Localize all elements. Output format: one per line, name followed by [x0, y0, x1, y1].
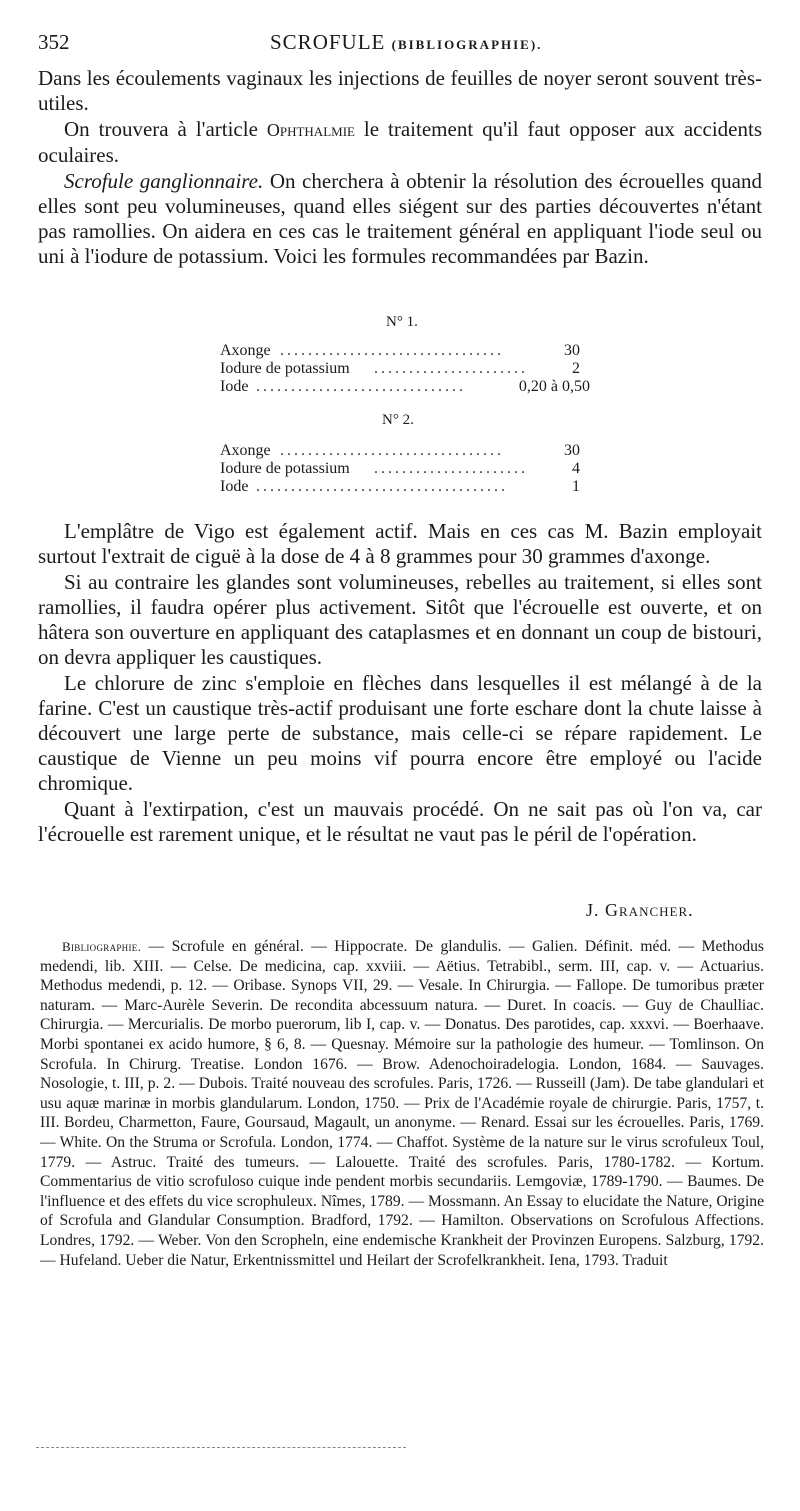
- ingredient-amount: 1: [572, 478, 580, 495]
- paragraph-extirpation: Quant à l'extirpation, c'est un mauvais procédé. On ne sait pas où l'on va, car l'écrouelle est rarement unique, et le résultat ne vaut pas le péril de l'opération.: [38, 797, 762, 846]
- section-heading: Scrofule ganglionnaire.: [64, 169, 264, 193]
- ingredient-amount: 4: [572, 460, 580, 477]
- formula-title: N° 2.: [382, 412, 414, 428]
- paragraph-ophthalmie-reference: [38, 117, 762, 168]
- ingredient-amount: 0,20 à 0,50: [518, 378, 590, 395]
- ingredient-name: Iode: [220, 478, 249, 495]
- author-signature: J. Grancher.: [586, 900, 694, 920]
- footer-rule: [36, 1447, 406, 1448]
- ingredient-name: Iode: [220, 378, 249, 395]
- formula-row: [220, 460, 600, 478]
- running-title-main: SCROFULE: [270, 30, 386, 54]
- paragraph-zinc-chloride: Le chlorure de zinc s'emploie en flèches dans lesquelles il est mélangé à de la farine. C'est un caustique très-actif produisant une forte eschare dont la chute laisse à découvert une large perte de substance, mais celle-ci se répare rapidement. Le caustique de Vienne un peu moins vif pourra encore être employé ou l'acide chromique.: [38, 671, 762, 795]
- leader-dots: ....................................: [256, 478, 508, 495]
- ingredient-amount: 30: [564, 342, 580, 359]
- paragraph-text: On cherchera à obtenir la résolution des écrouelles quand elles sont peu volumineuses, quand elles siégent sur des parties découvertes n'étant pas ramollies. On aidera en ces cas le traitement général en appliquant l'iode seul ou uni à l'iodure de potassium. Voici les formules recommandées par Bazin.: [38, 169, 763, 268]
- leader-dots: ................................: [280, 342, 504, 359]
- formula-row: [220, 442, 600, 460]
- running-title: [270, 30, 542, 55]
- main-text-lower: [38, 519, 762, 847]
- ingredient-name: Axonge: [220, 342, 271, 359]
- formula-1: [220, 312, 600, 395]
- bibliography-label: Bibliographie.: [62, 939, 142, 954]
- running-title-sub: (BIBLIOGRAPHIE).: [391, 37, 543, 52]
- paragraph-text: le traitement qu'il faut opposer aux accidents oculaires.: [38, 117, 762, 167]
- main-text-upper: [38, 66, 762, 269]
- leader-dots: ................................: [280, 442, 504, 459]
- paragraph-scrofule-ganglionnaire: [38, 169, 762, 269]
- formula-row: [220, 342, 600, 360]
- ingredient-name: Axonge: [220, 442, 271, 459]
- paragraph-voluminous-glands: Si au contraire les glandes sont volumineuses, rebelles au traitement, si elles sont ramollies, il faudra opérer plus activement. Sitôt que l'écrouelle est ouverte, et on hâtera son ouverture en appliquant des cataplasmes et en donnant un coup de bistouri, on devra appliquer les caustiques.: [38, 570, 762, 669]
- leader-dots: ......................: [374, 360, 528, 377]
- running-header: [38, 30, 760, 60]
- bibliography-text: — Scrofule en général. — Hippocrate. De glandulis. — Galien. Définit. méd. — Methodus medendi, lib. XIII. — Celse. De medicina, cap. xxviii. — Aëtius. Tetrabibl., serm. III, cap. v. — Actuarius. Methodus medendi, p. 12. — Oribase. Synops VII, 29. — Vesale. In Chirurgia. — Fallope. De tumoribus præter naturam. — Marc-Aurèle Severin. De recondita abcessuum natura. — Duret. In coacis. — Guy de Chaulliac. Chirurgia. — Mercurialis. De morbo puerorum, lib I, cap. v. — Donatus. Des parotides, cap. xxxvi. — Boerhaave. Morbi spontanei ex acido humore, § 6, 8. — Quesnay. Mémoire sur la pathologie des humeur. — Tomlinson. On Scrofula. In Chirurg. Treatise. London 1676. — Brow. Adenochoiradelogia. London, 1684. — Sauvages. Nosologie, t. III, p. 2. — Dubois. Traité nouveau des scrofules. Paris, 1726. — Russeill (Jam). De tabe glandulari et usu aquæ marinæ in morbis glandularum. London, 1750. — Prix de l'Académie royale de chirurgie. Paris, 1757, t. III. Bordeu, Charmetton, Faure, Goursaud, Magault, un anonyme. — Renard. Essai sur les écrouelles. Paris, 1769. — White. On the Struma or Scrofula. London, 1774. — Chaffot. Système de la nature sur le virus scrofuleux Toul, 1779. — Astruc. Traité des tumeurs. — Lalouette. Traité des scrofules. Paris, 1780-1782. — Kortum. Commentarius de vitio scrofuloso cuique inde pendent morbis secundariis. Lemgoviæ, 1789-1790. — Baumes. De l'influence et des effets du vice scrophuleux. Nîmes, 1789. — Mossmann. An Essay to elucidate the Nature, Origine of Scrofula and Glandular Consumption. Bradford, 1792. — Hamilton. Observations on Scrofulous Affections. Londres, 1792. — Weber. Von den Scropheln, eine endemische Krankheit der Provinzen Europens. Salzburg, 1792. — Hufeland. Ueber die Natur, Erkentnissmittel und Heilart der Scrofelkrankheit. Iena, 1793. Traduit: [40, 938, 764, 1269]
- paragraph-text: On trouvera à l'article: [64, 117, 267, 141]
- paragraph-vigo-plaster: L'emplâtre de Vigo est également actif. Mais en ces cas M. Bazin employait surtout l'extrait de ciguë à la dose de 4 à 8 grammes pour 30 grammes d'axonge.: [38, 519, 762, 568]
- ingredient-amount: 2: [572, 360, 580, 377]
- formula-title: N° 1.: [386, 314, 418, 330]
- formula-2: [220, 412, 600, 497]
- leader-dots: ......................: [374, 460, 528, 477]
- formula-row: [220, 478, 600, 496]
- ingredient-name: Iodure de potassium: [220, 460, 350, 477]
- ingredient-name: Iodure de potassium: [220, 360, 350, 377]
- formula-row: [220, 378, 600, 396]
- formula-row: [220, 360, 600, 378]
- ingredient-amount: 30: [564, 442, 580, 459]
- paragraph-vaginal-discharge: Dans les écoulements vaginaux les injections de feuilles de noyer seront souvent très-utiles.: [38, 66, 762, 115]
- bibliography-section: [40, 937, 764, 1270]
- leader-dots: ..............................: [256, 378, 466, 395]
- cross-reference: Ophthalmie: [266, 120, 355, 140]
- bibliography-paragraph: [40, 937, 764, 1270]
- page-number: 352: [38, 30, 70, 54]
